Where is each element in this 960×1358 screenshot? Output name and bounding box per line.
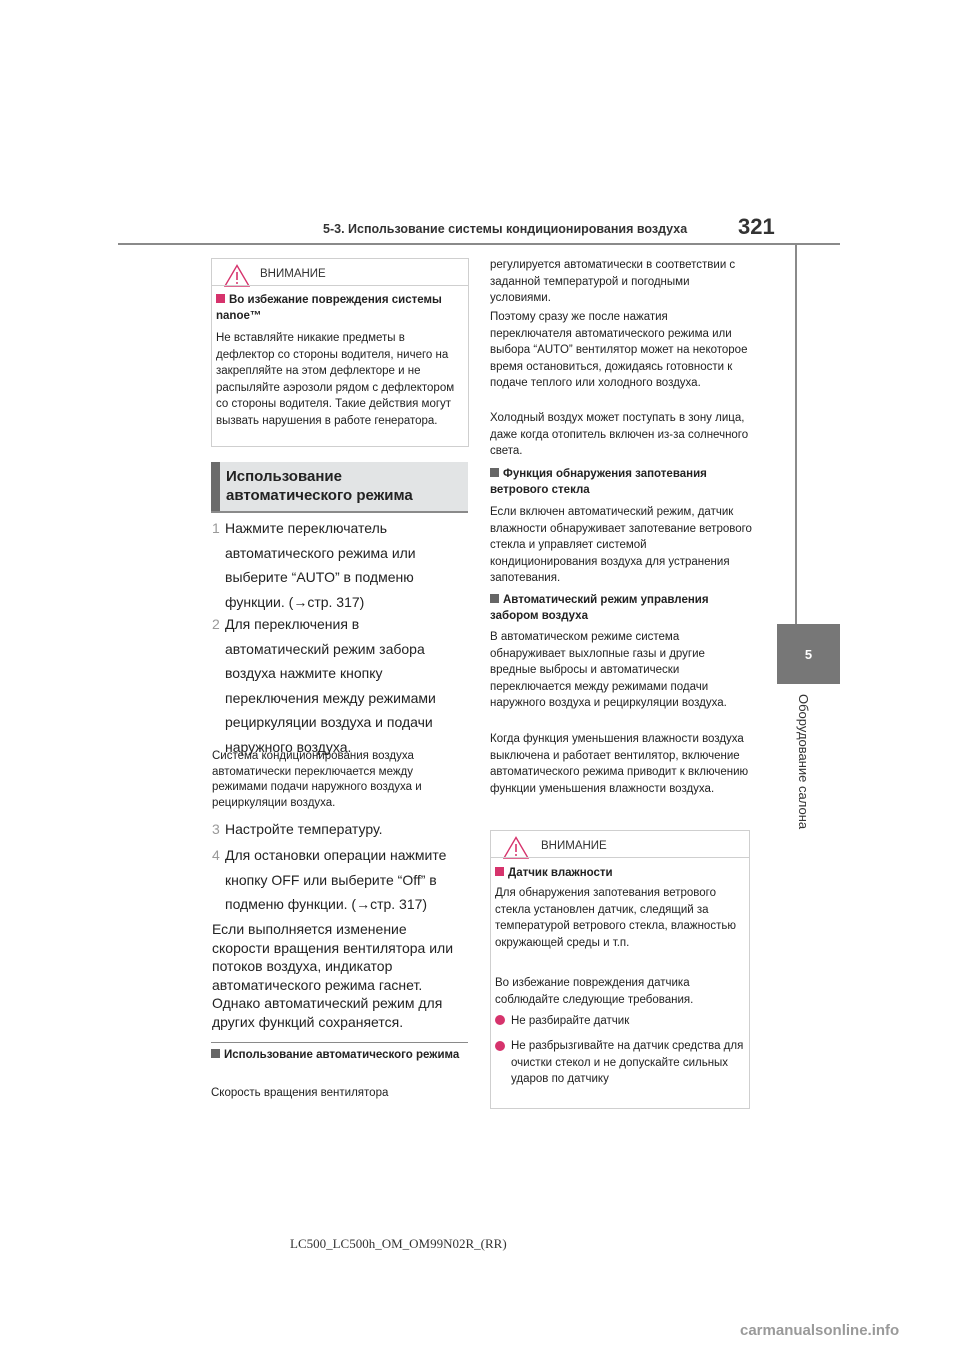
square-bullet-icon [490, 594, 499, 603]
section-heading-text: Использование автоматического режима [226, 468, 413, 504]
square-bullet-icon [490, 468, 499, 477]
side-tab-line [795, 243, 797, 624]
after-steps-text: Если выполняется изменение скорости вращения вентилятора или потоков воздуха, индикатор автоматического режима гаснет. Однако автоматический режим для других функций сохраняется. [212, 921, 454, 1030]
warning-triangle-icon [503, 836, 529, 859]
sub-body-fan-p3: Холодный воздух может поступать в зону лица, даже когда отопитель включен из-за солнечного света. [490, 412, 749, 457]
sub-body-fan-p2: Поэтому сразу же после нажатия переключателя автоматического режима или выбора “AUTO” вентилятор может на некоторое время остановиться, дожидаясь готовности к подаче теплого или холодного воздуха. [490, 311, 748, 389]
sub-body-defog: Если включен автоматический режим, датчик влажности обнаруживает запотевание ветрового стекла и управляет системой кондиционирования воздуха для устранения запотевания. [490, 506, 752, 584]
caution-header [212, 259, 468, 295]
sub-body-fan: Скорость вращения вентилятора [211, 1087, 389, 1099]
page-number: 321 [738, 214, 775, 239]
sub-body-fan-cont: регулируется автоматически в соответствии с заданной температурой и погодными условиями. [490, 259, 736, 304]
caution-title: ВНИМАНИЕ [260, 268, 326, 280]
section-heading [211, 462, 468, 513]
chapter-tab-label: Оборудование салона [796, 694, 811, 830]
caution-box-humidity [490, 830, 750, 1109]
caution-box-nanoe [211, 258, 469, 447]
caution-header [491, 831, 749, 867]
caution-body: Для обнаружения запотевания ветрового стекла установлен датчик, следящий за температурой ветрового стекла, влажностью окружающей среды и т.п. [495, 887, 736, 949]
sub-divider [211, 1042, 468, 1043]
round-bullet-icon [495, 1041, 505, 1051]
header-divider [118, 243, 840, 245]
chapter-tab[interactable]: 5 [777, 624, 840, 684]
caution-heading: Во избежание повреждения системы nanoe™ [216, 294, 442, 322]
step-2: 2 Для переключения в автоматический режим забора воздуха нажмите кнопку переключения между режимами рециркуляции воздуха и подачи наружного воздуха. [212, 616, 436, 755]
square-bullet-icon [216, 294, 225, 303]
step-2-note: Система кондиционирования воздуха автоматически переключается между режимами подачи наружного воздуха и рециркуляции воздуха. [212, 750, 422, 809]
caution-body: Не вставляйте никакие предметы в дефлектор со стороны водителя, ничего на закрепляйте на этом дефлекторе и не распыляйте аэрозоли рядом с дефлектором со стороны водителя. Такие действия могут вызвать нарушения в работе генератора. [216, 332, 455, 427]
sub-heading-defog: Функция обнаружения запотевания ветрового стекла [490, 468, 707, 496]
sub-heading-auto-mode: Использование автоматического режима [211, 1047, 463, 1063]
sub-body-intake-p2: Когда функция уменьшения влажности воздуха выключена и работает вентилятор, включение автоматического режима приводит к включению функции уменьшения влажности воздуха. [490, 733, 749, 795]
caution-heading: Датчик влажности [495, 865, 745, 881]
caution-body-p2: Во избежание повреждения датчика соблюдайте следующие требования. [495, 977, 694, 1006]
step-3: 3 Настройте температуру. [212, 821, 383, 837]
caution-bullet-2: Не разбрызгивайте на датчик средства для очистки стекол и не допускайте сильных ударов по датчику [495, 1038, 745, 1088]
caution-divider [491, 857, 749, 858]
caution-bullet-1: Не разбирайте датчик [495, 1013, 745, 1030]
warning-triangle-icon [224, 264, 250, 287]
section-heading-bar [211, 462, 220, 511]
chapter-title: 5-3. Использование системы кондиционирования воздуха [323, 222, 688, 236]
round-bullet-icon [495, 1015, 505, 1025]
caution-title: ВНИМАНИЕ [541, 840, 607, 852]
square-bullet-icon [495, 867, 504, 876]
square-bullet-icon [211, 1049, 220, 1058]
sub-heading-intake: Автоматический режим управления забором воздуха [490, 594, 709, 622]
sub-body-intake: В автоматическом режиме система обнаруживает выхлопные газы и другие вредные выбросы и автоматически переключается между режимами подачи наружного воздуха и рециркуляции воздуха. [490, 631, 727, 709]
caution-divider [212, 285, 468, 286]
watermark: carmanualsonline.info [740, 1322, 900, 1339]
footer-code: LC500_LC500h_OM_OM99N02R_(RR) [290, 1236, 507, 1251]
step-4: 4 Для остановки операции нажмите кнопку OFF или выберите “Off” в подменю функции. (→стр. 317) [212, 847, 447, 912]
step-1: 1 Нажмите переключатель автоматического режима или выберите “AUTO” в подменю функции. (→стр. 317) [212, 520, 416, 610]
